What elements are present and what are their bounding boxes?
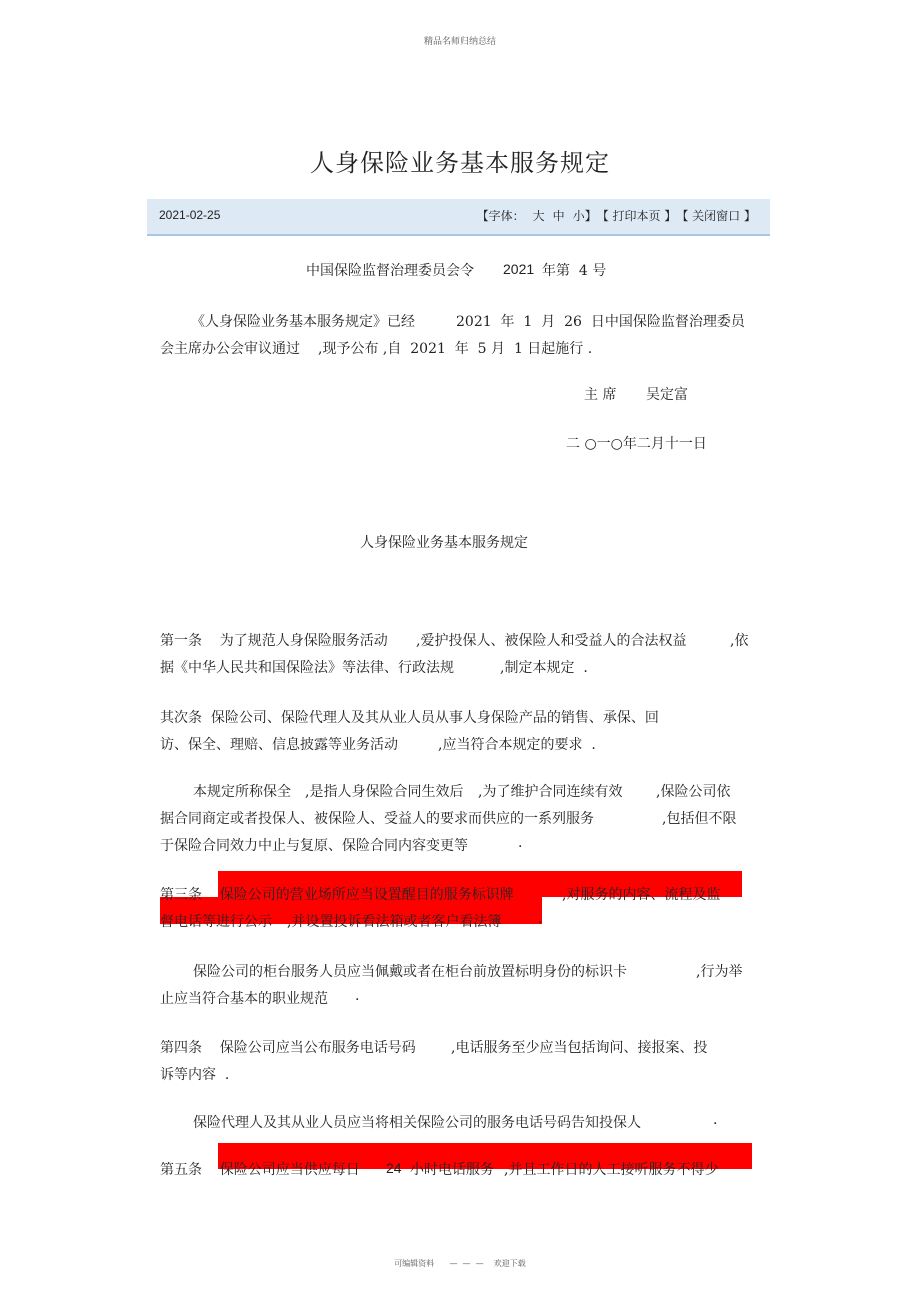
article2-line1: 其次条 保险公司、保险代理人及其从业人员从事人身保险产品的销售、承保、回 <box>160 710 659 726</box>
section-title: 人身保险业务基本服务规定 <box>360 535 528 551</box>
page-footer: 可编辑资料 — — — 欢迎下载 <box>394 1259 526 1268</box>
page-controls <box>477 207 756 224</box>
decree-year: 2021 <box>503 261 535 277</box>
agent-line1-a: 保险代理人及其从业人员应当将相关保险公司的服务电话号码告知投保人 <box>193 1115 641 1131</box>
article5-line1-d: ,并且工作日的人工接听服务不得少 <box>504 1162 719 1178</box>
article5-hours: 24 <box>386 1160 402 1176</box>
intro-line2-b: ,现予公布 ,自 2021 年 5 月 1 日起施行 . <box>318 341 593 357</box>
signature-role: 主 席 <box>584 387 617 403</box>
decree-issuer: 中国保险监督治理委员会令 <box>306 263 474 279</box>
article1-line1-a: 第一条 为了规范人身保险服务活动 <box>160 633 388 649</box>
font-large-link[interactable]: 大 <box>532 209 545 223</box>
font-size-close-bracket: 】 <box>584 209 597 223</box>
preserve-line1-d: ,保险公司依 <box>656 784 731 800</box>
close-window-link[interactable]: 【 关闭窗口 】 <box>676 209 756 223</box>
intro-line2-a: 会主席办公会审议通过 <box>160 341 300 357</box>
counter-line2-a: 止应当符合基本的职业规范 <box>160 991 328 1007</box>
article4-line1-b: ,电话服务至少应当包括询问、接报案、投 <box>451 1040 708 1056</box>
preserve-line2-b: ,包括但不限 <box>662 811 737 827</box>
font-size-label: 【字体： <box>476 209 525 223</box>
intro-line1-b: 2021 年 1 月 26 日中国保险监督治理委员 <box>456 314 745 330</box>
top-note: 精品名师归纳总结 <box>423 37 496 47</box>
font-medium-link[interactable]: 中 <box>552 209 565 223</box>
article4-line2: 诉等内容 . <box>160 1067 230 1083</box>
print-page-link[interactable]: 【 打印本页 】 <box>596 209 677 223</box>
signature-name: 吴定富 <box>646 387 688 403</box>
preserve-line1-c: ,为了维护合同连续有效 <box>478 784 623 800</box>
article1-line2-b: ,制定本规定 . <box>500 660 588 676</box>
article1-line2-a: 据《中华人民共和国保险法》等法律、行政法规 <box>160 660 454 676</box>
article1-line1-c: ,依 <box>730 633 749 649</box>
article3-line2-a: 督电话等进行公示 <box>160 914 272 930</box>
counter-line1-a: 保险公司的柜台服务人员应当佩戴或者在柜台前放置标明身份的标识卡 <box>193 964 627 980</box>
decree-number: 年第 4 号 <box>542 263 607 279</box>
counter-line1-b: ,行为举 <box>696 964 743 980</box>
counter-line2-b: . <box>355 988 360 1004</box>
article2-line2-b: ,应当符合本规定的要求 . <box>438 737 596 753</box>
article5-line1-a: 第五条 保险公司应当供应每日 <box>160 1162 360 1178</box>
article1-line1-b: ,爱护投保人、被保险人和受益人的合法权益 <box>416 633 687 649</box>
preserve-line1-a: 本规定所称保全 <box>193 784 291 800</box>
preserve-line3-a: 于保险合同效力中止与复原、保险合同内容变更等 <box>160 838 468 854</box>
article3-line1-a: 第三条 保险公司的营业场所应当设置醒目的服务标识牌 <box>160 887 514 903</box>
info-bar <box>147 199 770 236</box>
publish-date: 2021-02-25 <box>159 208 221 222</box>
article3-line1-b: ,对服务的内容、流程及监 <box>562 887 721 903</box>
agent-line1-b: . <box>713 1112 718 1128</box>
intro-line1-a: 《人身保险业务基本服务规定》已经 <box>191 314 415 330</box>
font-small-link[interactable]: 小 <box>572 209 585 223</box>
article3-line2-c: . <box>538 911 543 927</box>
article2-line2-a: 访、保全、理赔、信息披露等业务活动 <box>160 737 398 753</box>
article5-line1-c: 小时电话服务 <box>410 1162 494 1178</box>
signature-date: 二 ○一○年二月十一日 <box>566 436 707 452</box>
page-title: 人身保险业务基本服务规定 <box>310 149 610 177</box>
preserve-line3-b: . <box>518 835 523 851</box>
article4-line1-a: 第四条 保险公司应当公布服务电话号码 <box>160 1040 416 1056</box>
article3-line2-b: ,并设置投诉看法箱或者客户看法簿 <box>287 914 502 930</box>
preserve-line2-a: 据合同商定或者投保人、被保险人、受益人的要求而供应的一系列服务 <box>160 811 594 827</box>
preserve-line1-b: ,是指人身保险合同生效后 <box>305 784 464 800</box>
